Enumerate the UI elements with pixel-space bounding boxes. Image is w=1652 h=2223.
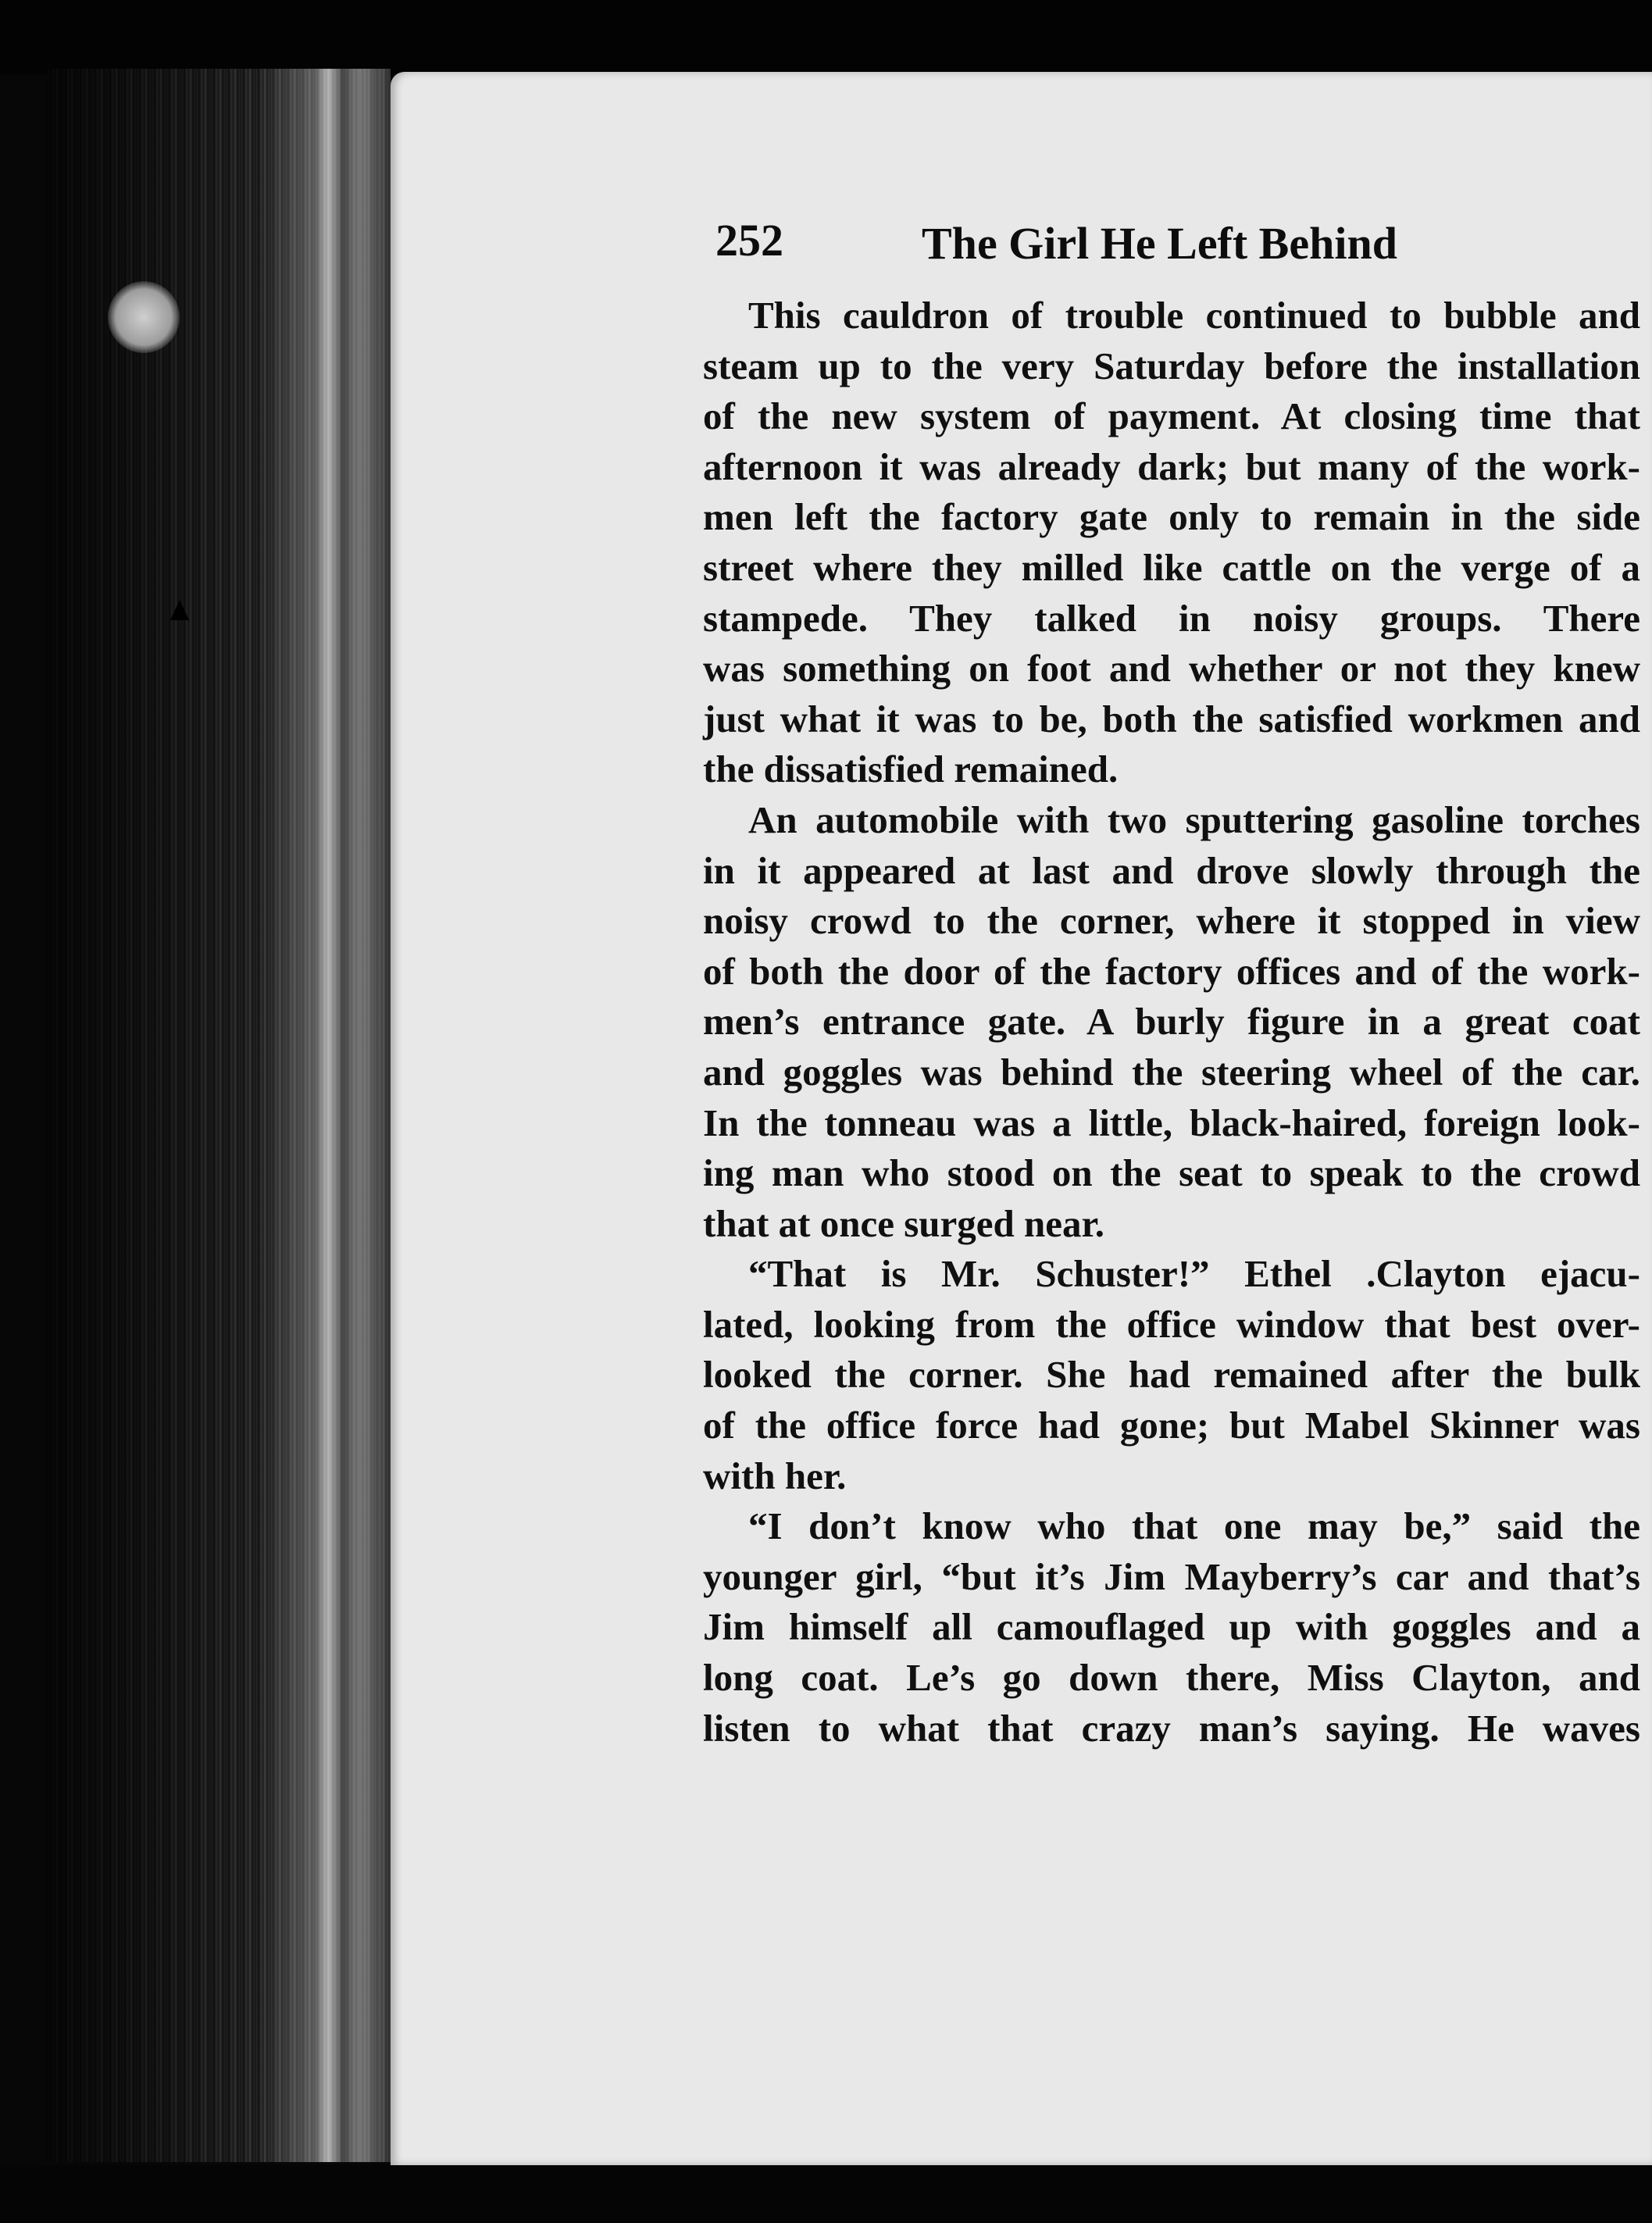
text-line: listen to what that crazy man’s saying. He waves — [703, 1706, 1640, 1750]
running-title: The Girl He Left Behind — [922, 218, 1397, 269]
text-line: the dissatisfied remained. — [703, 748, 1119, 791]
page-stack-edge — [47, 69, 391, 2162]
text-line: of the office force had gone; but Mabel Skinner was — [703, 1404, 1640, 1447]
text-line: “I don’t know who that one may be,” said the — [748, 1504, 1640, 1548]
text-line: that at once surged near. — [703, 1201, 1105, 1245]
text-line: men’s entrance gate. A burly figure in a great coat — [703, 1000, 1640, 1044]
page-number: 252 — [715, 215, 783, 266]
text-line: lated, looking from the office window that best over- — [703, 1302, 1640, 1346]
text-line: of both the door of the factory offices and of the work- — [703, 949, 1640, 993]
text-line: ing man who stood on the seat to speak to the crowd — [703, 1151, 1640, 1195]
text-line: was something on foot and whether or not they knew — [703, 647, 1640, 690]
scan-top-border — [0, 0, 1652, 74]
text-line: in it appeared at last and drove slowly through the — [703, 848, 1640, 892]
text-line: street where they milled like cattle on the verge of a — [703, 545, 1640, 589]
text-line: afternoon it was already dark; but many of the work- — [703, 444, 1640, 488]
text-line: Jim himself all camouflaged up with goggles and a — [703, 1605, 1640, 1649]
text-line: looked the corner. She had remained after the bulk — [703, 1353, 1640, 1397]
text-line: “That is Mr. Schuster!” Ethel .Clayton ejacu- — [748, 1252, 1640, 1296]
body-text — [703, 291, 1640, 1754]
text-line: of the new system of payment. At closing time that — [703, 394, 1640, 438]
text-line: An automobile with two sputtering gasoline torches — [748, 797, 1640, 841]
scan-bottom-border — [0, 2165, 1652, 2223]
text-line: This cauldron of trouble continued to bubble and — [748, 294, 1640, 337]
text-line: men left the factory gate only to remain in the side — [703, 495, 1640, 539]
running-head — [715, 209, 1637, 272]
text-line: just what it was to be, both the satisfied workmen and — [703, 697, 1640, 740]
text-line: stampede. They talked in noisy groups. There — [703, 596, 1640, 640]
text-line: In the tonneau was a little, black-haired, foreign look- — [703, 1101, 1640, 1144]
text-line: steam up to the very Saturday before the installation — [703, 344, 1640, 387]
edge-mark — [170, 600, 189, 620]
text-line: with her. — [703, 1454, 847, 1497]
edge-blot — [108, 281, 180, 353]
text-line: long coat. Le’s go down there, Miss Clayton, and — [703, 1656, 1640, 1700]
text-line: noisy crowd to the corner, where it stopped in view — [703, 899, 1640, 943]
text-line: and goggles was behind the steering wheel of the car. — [703, 1050, 1640, 1094]
text-line: younger girl, “but it’s Jim Mayberry’s car and that’s — [703, 1554, 1640, 1598]
